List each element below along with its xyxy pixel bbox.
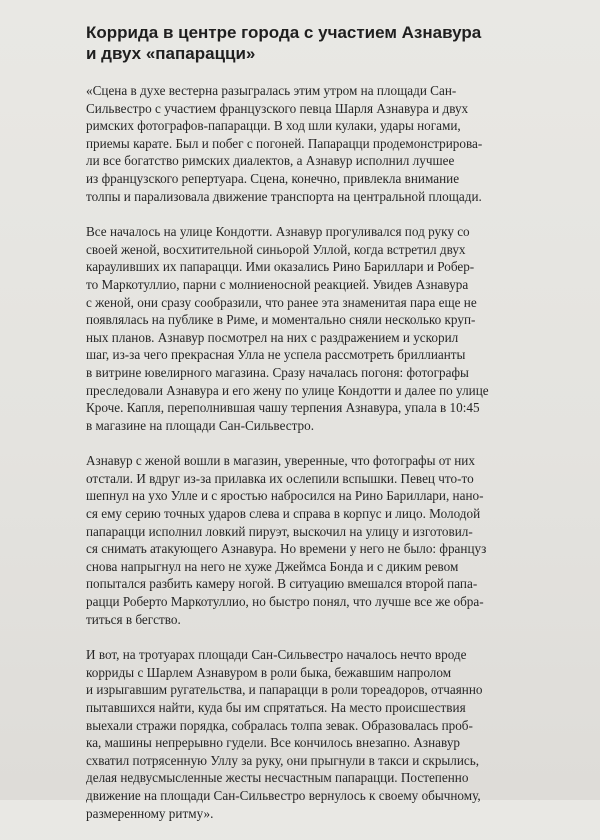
- text-line: своей женой, восхитительной синьорой Уллой, когда встретил двух: [86, 241, 466, 257]
- article-headline: [86, 22, 556, 64]
- text-line: схватил потрясенную Уллу за руку, они прыгнули в такси и скрылись,: [86, 752, 480, 768]
- text-line: пытавшихся найти, куда бы им спрятаться. На место происшествия: [86, 700, 466, 715]
- text-line: ных планов. Азнавур посмотрел на них с раздражением и ускорил: [86, 329, 459, 345]
- headline-line: Коррида в центре города с участием Азнавура: [86, 23, 482, 42]
- text-line: ся ему серию точных ударов слева и справа в корпус и лицо. Молодой: [86, 506, 481, 522]
- article-page: [86, 22, 556, 840]
- text-line: «Сцена в духе вестерна разыгралась этим утром на площади Сан-: [86, 83, 457, 98]
- text-line: движение на площади Сан-Сильвестро вернулось к своему обычному,: [86, 787, 481, 803]
- text-line: ли все богатство римских диалектов, а Азнавур исполнил лучшее: [86, 153, 455, 169]
- text-line: с женой, они сразу сообразили, что ранее эта знаменитая пара еще не: [86, 294, 477, 310]
- text-line: появлялась на публике в Риме, и моментально сняли несколько круп-: [86, 312, 476, 328]
- text-line: толпы и парализовала движение транспорта на центральной площади.: [86, 188, 482, 204]
- text-line: выехали стражи порядка, собралась толпа зевак. Образовалась проб-: [86, 717, 473, 733]
- text-line: караулившиx их папарацци. Ими оказались Рино Бариллари и Робер-: [86, 259, 475, 275]
- text-line: из французского репертуара. Сцена, конечно, привлекла внимание: [86, 170, 460, 186]
- paragraph-3: [86, 452, 556, 628]
- text-line: приемы карате. Был и побег с погоней. Папарацци продемонстрирова-: [86, 135, 483, 151]
- text-line: корриды с Шарлем Азнавуром в роли быка, бежавшим напролом: [86, 664, 452, 680]
- text-line: титься в бегство.: [86, 611, 181, 627]
- text-line: Все началось на улице Кондотти. Азнавур прогуливался под руку со: [86, 224, 470, 240]
- paragraph-4: [86, 646, 556, 822]
- headline-line: и двух «папарацци»: [86, 44, 256, 63]
- text-line: ся снимать атакующего Азнавура. Но времени у него не было: француз: [86, 541, 487, 557]
- text-line: в витрине ювелирного магазина. Сразу началась погоня: фотографы: [86, 364, 469, 380]
- text-line: римских фотографов-папарацци. В ход шли кулаки, удары ногами,: [86, 118, 461, 134]
- paragraph-2: [86, 223, 556, 434]
- article-body: [86, 82, 556, 822]
- paragraph-1: [86, 82, 556, 205]
- text-line: делая недвусмысленные жесты несчастным папарацци. Постепенно: [86, 770, 469, 786]
- text-line: Сильвестро с участием французского певца Шарля Азнавура и двух: [86, 100, 469, 116]
- text-line: рацци Роберто Маркотуллио, но быстро понял, что лучше все же обра-: [86, 594, 484, 610]
- text-line: папарацци исполнил ловкий пируэт, выскочил на улицу и изготовил-: [86, 523, 473, 539]
- text-line: Азнавур с женой вошли в магазин, уверенные, что фотографы от них: [86, 453, 475, 469]
- text-line: отстали. И вдруг из-за прилавка их ослепили вспышки. Певец что-то: [86, 470, 474, 486]
- text-line: попытался разбить камеру ногой. В ситуацию вмешался второй папа-: [86, 576, 478, 592]
- text-line: преследовали Азнавура и его жену по улице Кондотти и далее по улице: [86, 382, 489, 398]
- text-line: Кроче. Капля, переполнившая чашу терпения Азнавура, упала в 10:45: [86, 400, 480, 416]
- text-line: И вот, на тротуарах площади Сан-Сильвестро началось нечто вроде: [86, 647, 467, 663]
- text-line: шепнул на ухо Улле и с яростью набросился на Рино Бариллари, нано-: [86, 488, 484, 504]
- text-line: шаг, из-за чего прекрасная Улла не успела рассмотреть бриллианты: [86, 347, 466, 363]
- text-line: снова напрыгнул на него не хуже Джеймса Бонда и с диким ревом: [86, 558, 459, 574]
- text-line: ка, машины непрерывно гудели. Все кончилось внезапно. Азнавур: [86, 735, 461, 751]
- text-line: размеренному ритму».: [86, 805, 214, 821]
- text-line: в магазине на площади Сан-Сильвестро.: [86, 417, 315, 433]
- text-line: и изрыгавшим ругательства, и папарацци в роли тореадоров, отчаянно: [86, 682, 483, 698]
- text-line: то Маркотуллио, парни с молниеносной реакцией. Увидев Азнавура: [86, 276, 469, 292]
